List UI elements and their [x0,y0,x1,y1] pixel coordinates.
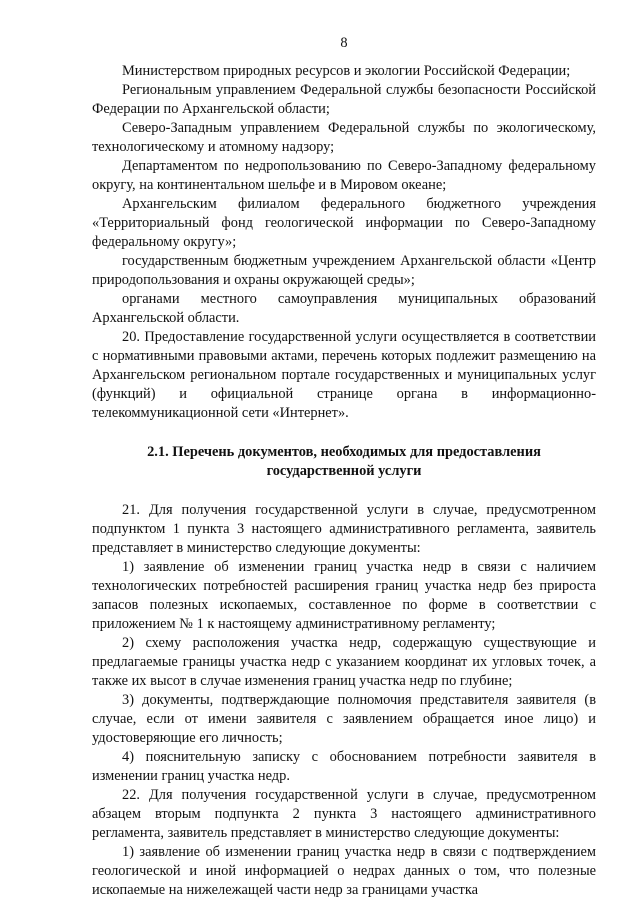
section-heading-line-1: 2.1. Перечень документов, необходимых для предоставления [147,444,541,460]
paragraph-local-governments: органами местного самоуправления муниципальных образований Архангельской области. [92,291,596,326]
paragraph-item-20: 20. Предоставление государственной услуги осуществляется в соответствии с нормативными правовыми актами, перечень которых подлежит размещению на Архангельском региональном портале государственных и муниципальных услуг (функций) и официальной странице органа в информационно-телекоммуникационной сети «Интернет». [92,329,596,421]
paragraph-item-21-4: 4) пояснительную записку с обоснованием потребности заявителя в изменении границ участка недр. [92,749,596,784]
section-heading-line-2: государственной услуги [266,463,422,479]
paragraph-department-subsoil: Департаментом по недропользованию по Северо-Западному федеральному округу, на континентальном шельфе и в Мировом океане; [92,158,596,193]
paragraph-item-21-3: 3) документы, подтверждающие полномочия представителя заявителя (в случае, если от имени заявителя с заявлением обращается иное лицо) и удостоверяющие его личность; [92,692,596,746]
page-number: 8 [340,35,348,51]
paragraph-item-22: 22. Для получения государственной услуги в случае, предусмотренном абзацем вторым подпункта 2 пункта 3 настоящего административного регламента, заявитель представляет в министерство следующие документы: [92,787,596,841]
paragraph-fsb-regional: Региональным управлением Федеральной службы безопасности Российской Федерации по Архангельской области; [92,82,596,117]
section-heading [92,443,596,481]
paragraph-item-21: 21. Для получения государственной услуги в случае, предусмотренном подпунктом 1 пункта 3 настоящего административного регламента, заявитель представляет в министерство следующие документы: [92,502,596,556]
paragraph-rostekhnadzor: Северо-Западным управлением Федеральной службы по экологическому, технологическому и атомному надзору; [92,120,596,155]
paragraph-nature-management-center: государственным бюджетным учреждением Архангельской области «Центр природопользования и охраны окружающей среды»; [92,253,596,288]
paragraph-item-21-1: 1) заявление об изменении границ участка недр в связи с наличием технологических потребностей расширения границ участка недр без прироста запасов полезных ископаемых, составленное по форме в соответствии с приложением № 1 к настоящему административному регламенту; [92,559,596,632]
paragraph-item-21-2: 2) схему расположения участка недр, содержащую существующие и предлагаемые границы участка недр с указанием координат их угловых точек, а также их высот в случае изменения границ участка недр по глубине; [92,635,596,689]
paragraph-ministry-natural-resources: Министерством природных ресурсов и экологии Российской Федерации; [122,63,571,79]
paragraph-item-22-1: 1) заявление об изменении границ участка недр в связи с подтверждением геологической и иной информацией о недрах данных о том, что полезные ископаемые на нижележащей части недр за границами участка [92,844,596,898]
paragraph-geological-fund: Архангельским филиалом федерального бюджетного учреждения «Территориальный фонд геологической информации по Северо-Западному федеральному округу»; [92,196,596,250]
